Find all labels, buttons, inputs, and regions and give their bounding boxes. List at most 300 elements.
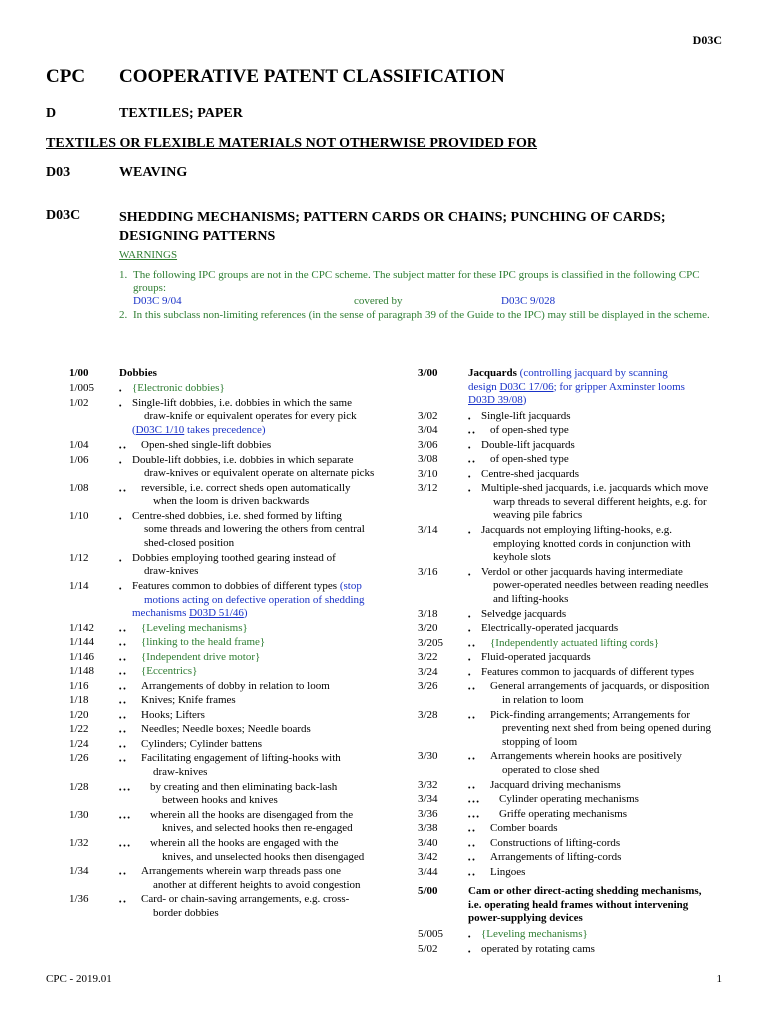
title-line bbox=[490, 750, 748, 764]
group-code: 3/44 bbox=[418, 865, 438, 878]
title-line bbox=[141, 694, 399, 708]
title-segment: and lifting-hooks bbox=[493, 592, 569, 605]
title-line bbox=[481, 524, 748, 538]
title-line bbox=[132, 594, 399, 608]
group-code: 1/34 bbox=[69, 865, 89, 878]
indent-level-dots: • • bbox=[119, 684, 126, 693]
title-segment: Arrangements of lifting-cords bbox=[490, 851, 622, 864]
title-line bbox=[490, 866, 748, 880]
title-segment: knives, and unselected hooks then disengaged bbox=[162, 850, 365, 863]
group-code: 1/20 bbox=[69, 708, 89, 721]
title-segment: Double-lift jacquards bbox=[481, 438, 575, 451]
title-line bbox=[490, 851, 748, 865]
indent-level-dots: • • bbox=[468, 755, 475, 764]
class-text: WEAVING bbox=[119, 165, 188, 180]
group-title bbox=[481, 468, 748, 482]
title-line bbox=[481, 928, 748, 942]
title-line bbox=[150, 794, 399, 808]
indent-level-dots: • • bbox=[468, 856, 475, 865]
indent-level-dots: • • bbox=[468, 429, 475, 438]
title-segment: Features common to jacquards of different types bbox=[481, 665, 695, 678]
title-segment: Arrangements wherein hooks are positively bbox=[490, 750, 682, 763]
title-line bbox=[499, 808, 748, 822]
title-segment: {Independent drive motor} bbox=[141, 650, 261, 663]
title-segment: of open-shed type bbox=[490, 453, 569, 466]
title-segment: {Eccentrics} bbox=[141, 665, 198, 678]
title-line bbox=[481, 468, 748, 482]
subsection-heading: TEXTILES OR FLEXIBLE MATERIALS NOT OTHERWISE PROVIDED FOR bbox=[46, 136, 538, 151]
group-title bbox=[481, 566, 748, 607]
title-segment: Hooks; Lifters bbox=[141, 708, 205, 721]
title-segment: Dobbies employing toothed gearing instead of bbox=[132, 551, 336, 564]
title-line bbox=[132, 537, 399, 551]
title-line bbox=[141, 651, 399, 665]
class-heading bbox=[46, 165, 187, 181]
title-segment: Arrangements wherein warp threads pass one bbox=[141, 865, 342, 878]
title-line bbox=[141, 752, 399, 766]
indent-level-dots: • • bbox=[468, 870, 475, 879]
title-segment: i.e. operating heald frames without intervening bbox=[468, 898, 689, 911]
group-title bbox=[468, 367, 748, 408]
warning-1 bbox=[119, 269, 719, 295]
cross-reference-link[interactable]: D03C 17/06 bbox=[499, 380, 554, 393]
group-code: 3/34 bbox=[418, 793, 438, 806]
group-code: 1/146 bbox=[69, 650, 95, 663]
title-segment: border dobbies bbox=[153, 906, 219, 919]
title-segment: between hooks and knives bbox=[162, 794, 278, 807]
group-title bbox=[150, 809, 399, 836]
title-line bbox=[150, 851, 399, 865]
title-line bbox=[481, 666, 748, 680]
indent-level-dots: • bbox=[468, 670, 471, 679]
footer-version: CPC - 2019.01 bbox=[46, 973, 112, 985]
group-title bbox=[141, 680, 399, 694]
title-segment: of open-shed type bbox=[490, 424, 569, 437]
title-segment: by creating and then eliminating back-lash bbox=[150, 780, 338, 793]
title-line bbox=[468, 912, 748, 926]
group-title bbox=[141, 482, 399, 509]
title-segment: {Electronic dobbies} bbox=[132, 382, 225, 395]
group-title bbox=[490, 851, 748, 865]
group-title bbox=[141, 439, 399, 453]
group-title bbox=[132, 510, 399, 551]
title-segment: another at different heights to avoid congestion bbox=[153, 878, 361, 891]
group-code: 1/142 bbox=[69, 621, 95, 634]
group-code: 3/06 bbox=[418, 438, 438, 451]
group-title bbox=[499, 808, 748, 822]
group-title bbox=[481, 651, 748, 665]
group-title bbox=[490, 453, 748, 467]
title-segment: takes precedence) bbox=[184, 423, 266, 436]
title-segment: Cylinder operating mechanisms bbox=[499, 793, 639, 806]
cross-reference-link[interactable]: D03C 1/10 bbox=[135, 423, 185, 436]
title-line bbox=[150, 781, 399, 795]
group-title bbox=[132, 397, 399, 438]
title-segment: preventing next shed from being opened during bbox=[502, 722, 711, 734]
title-segment: {Leveling mechanisms} bbox=[141, 621, 248, 634]
indent-level-dots: • • bbox=[119, 870, 126, 879]
group-title bbox=[490, 837, 748, 851]
group-title bbox=[141, 665, 399, 679]
indent-level-dots: • • bbox=[468, 458, 475, 467]
indent-level-dots: • bbox=[119, 514, 122, 523]
group-code: 1/144 bbox=[69, 636, 95, 649]
indent-level-dots: • bbox=[468, 612, 471, 621]
indent-level-dots: • • bbox=[468, 827, 475, 836]
group-title bbox=[481, 622, 748, 636]
title-segment: weaving pile fabrics bbox=[493, 509, 583, 522]
title-line bbox=[132, 454, 399, 468]
title-line bbox=[490, 837, 748, 851]
title-line bbox=[490, 779, 748, 793]
covering-cpc-group-link[interactable]: D03C 9/028 bbox=[501, 295, 556, 307]
group-code: 1/02 bbox=[69, 396, 89, 409]
indent-level-dots: • • bbox=[119, 486, 126, 495]
title-segment: mechanisms bbox=[132, 607, 190, 619]
title-line bbox=[132, 607, 399, 621]
title-line bbox=[141, 723, 399, 737]
indent-level-dots: • bbox=[119, 585, 122, 593]
group-code: 3/42 bbox=[418, 851, 438, 864]
cpc-label: CPC bbox=[46, 66, 86, 87]
title-line bbox=[490, 764, 748, 778]
group-code: 1/22 bbox=[69, 723, 89, 736]
group-title bbox=[490, 424, 748, 438]
group-code: 3/26 bbox=[418, 680, 438, 693]
group-code: 3/10 bbox=[418, 467, 438, 480]
group-title bbox=[490, 866, 748, 880]
subclass-heading bbox=[46, 208, 679, 246]
group-code: 3/00 bbox=[418, 367, 438, 379]
title-segment: warp threads to several different heights, e.g. for bbox=[493, 495, 707, 508]
group-code: 3/14 bbox=[418, 524, 438, 536]
group-title bbox=[150, 781, 399, 808]
indent-level-dots: • • bbox=[119, 742, 126, 751]
group-code: 1/18 bbox=[69, 694, 89, 707]
title-line bbox=[132, 397, 399, 411]
group-title bbox=[141, 709, 399, 723]
document-title bbox=[46, 66, 505, 88]
indent-level-dots: • • • bbox=[119, 842, 130, 850]
title-segment: Jacquards not employing lifting-hooks, e.g. bbox=[481, 524, 672, 536]
group-title bbox=[490, 637, 748, 651]
title-segment: {Leveling mechanisms} bbox=[481, 928, 588, 941]
warning-2-text: In this subclass non-limiting references (in the sense of paragraph 39 of the Guide to the IPC) may still be displayed in the scheme. bbox=[133, 309, 710, 321]
title-line bbox=[141, 907, 399, 921]
section-text: TEXTILES; PAPER bbox=[119, 106, 243, 121]
group-title bbox=[481, 524, 748, 565]
group-title bbox=[490, 680, 748, 707]
title-line bbox=[141, 865, 399, 879]
title-segment: draw-knives bbox=[144, 565, 199, 578]
indent-level-dots: • • bbox=[119, 898, 126, 907]
class-code: D03 bbox=[46, 165, 71, 180]
subclass-text: SHEDDING MECHANISMS; PATTERN CARDS OR CHAINS; PUNCHING OF CARDS; DESIGNING PATTERNS bbox=[119, 210, 666, 244]
indent-level-dots: • bbox=[468, 627, 471, 636]
title-segment: Needles; Needle boxes; Needle boards bbox=[141, 723, 311, 736]
indent-level-dots: • bbox=[119, 387, 122, 396]
title-line bbox=[481, 509, 748, 523]
indent-level-dots: • • bbox=[119, 655, 126, 664]
title-segment: Dobbies bbox=[119, 367, 157, 379]
title-segment: some threads and lowering the others from central bbox=[144, 523, 365, 536]
title-segment: Cam or other direct-acting shedding mechanisms, bbox=[468, 885, 702, 898]
group-code: 1/10 bbox=[69, 509, 89, 522]
title-segment: draw-knife or equivalent operates for every pick bbox=[144, 410, 357, 423]
covered-by-label: covered by bbox=[354, 295, 403, 307]
title-text: COOPERATIVE PATENT CLASSIFICATION bbox=[119, 66, 505, 87]
title-segment: Centre-shed dobbies, i.e. shed formed by lifting bbox=[132, 509, 342, 522]
title-line bbox=[490, 722, 748, 736]
title-line bbox=[490, 822, 748, 836]
title-line bbox=[490, 694, 748, 708]
group-code: 3/22 bbox=[418, 651, 438, 664]
covered-ipc-group-link[interactable]: D03C 9/04 bbox=[133, 295, 182, 307]
title-segment: Griffe operating mechanisms bbox=[499, 807, 628, 820]
title-line bbox=[141, 439, 399, 453]
group-title bbox=[481, 943, 748, 957]
section-heading bbox=[46, 106, 243, 122]
title-segment: (stop bbox=[339, 580, 362, 592]
group-title bbox=[490, 709, 748, 750]
title-segment: Card- or chain-saving arrangements, e.g. cross- bbox=[141, 893, 350, 906]
group-code: 1/26 bbox=[69, 752, 89, 765]
title-segment: Cylinders; Cylinder battens bbox=[141, 737, 262, 750]
title-segment: operated to close shed bbox=[502, 763, 600, 776]
group-code: 1/148 bbox=[69, 665, 95, 678]
title-line bbox=[132, 410, 399, 424]
indent-level-dots: • • • bbox=[119, 785, 130, 794]
group-code: 1/12 bbox=[69, 551, 89, 564]
title-line bbox=[481, 622, 748, 636]
title-segment: keyhole slots bbox=[493, 551, 551, 563]
title-line bbox=[481, 482, 748, 496]
title-line bbox=[490, 736, 748, 750]
title-line bbox=[141, 893, 399, 907]
group-code: 1/005 bbox=[69, 382, 95, 395]
title-line bbox=[150, 809, 399, 823]
title-line bbox=[499, 793, 748, 807]
group-code: 1/28 bbox=[69, 780, 89, 793]
group-title bbox=[141, 694, 399, 708]
title-line bbox=[481, 410, 748, 424]
group-code: 1/24 bbox=[69, 737, 89, 750]
title-segment: Jacquards bbox=[468, 367, 520, 379]
indent-level-dots: • • bbox=[468, 685, 475, 694]
title-line bbox=[468, 885, 748, 899]
indent-level-dots: • bbox=[468, 529, 471, 537]
indent-level-dots: • bbox=[119, 458, 122, 467]
title-line bbox=[141, 680, 399, 694]
title-segment: Jacquard driving mechanisms bbox=[490, 778, 621, 791]
title-segment: General arrangements of jacquards, or disposition bbox=[490, 680, 710, 693]
group-title bbox=[132, 382, 399, 396]
indent-level-dots: • bbox=[468, 933, 471, 942]
warning-1-number: 1. bbox=[119, 269, 128, 281]
group-code: 1/06 bbox=[69, 453, 89, 466]
group-code: 3/32 bbox=[418, 778, 438, 791]
indent-level-dots: • • bbox=[119, 757, 126, 766]
group-title bbox=[150, 837, 399, 864]
group-code: 1/00 bbox=[69, 367, 89, 379]
group-title bbox=[481, 608, 748, 622]
group-title bbox=[141, 893, 399, 920]
title-line bbox=[490, 637, 748, 651]
indent-level-dots: • • bbox=[119, 641, 126, 650]
indent-level-dots: • • bbox=[468, 713, 475, 722]
group-code: 3/30 bbox=[418, 750, 438, 763]
group-title bbox=[132, 552, 399, 579]
title-segment: Knives; Knife frames bbox=[141, 694, 236, 707]
indent-level-dots: • bbox=[468, 443, 471, 452]
title-line bbox=[468, 367, 748, 381]
title-segment: Single-lift dobbies, i.e. dobbies in which the same bbox=[132, 396, 352, 409]
indent-level-dots: • • bbox=[468, 641, 475, 650]
title-segment: Centre-shed jacquards bbox=[481, 467, 580, 480]
indent-level-dots: • bbox=[468, 570, 471, 579]
title-segment: draw-knives bbox=[153, 765, 208, 778]
group-title bbox=[481, 410, 748, 424]
title-segment: Electrically-operated jacquards bbox=[481, 622, 619, 635]
title-line bbox=[468, 381, 748, 395]
subclass-code: D03C bbox=[46, 208, 81, 223]
title-segment: stopping of loom bbox=[502, 735, 578, 748]
title-line bbox=[481, 538, 748, 552]
group-code: 5/005 bbox=[418, 928, 444, 941]
group-code: 5/02 bbox=[418, 942, 438, 955]
indent-level-dots: • bbox=[468, 947, 471, 956]
title-line bbox=[141, 622, 399, 636]
title-segment: {Independently actuated lifting cords} bbox=[490, 636, 660, 649]
title-line bbox=[132, 580, 399, 594]
cross-reference-link[interactable]: D03D 39/08 bbox=[468, 394, 523, 406]
title-line bbox=[132, 424, 399, 438]
group-title bbox=[481, 439, 748, 453]
group-title bbox=[141, 651, 399, 665]
group-title bbox=[141, 752, 399, 779]
title-segment: motions acting on defective operation of shedding bbox=[144, 593, 365, 606]
title-segment: Pick-finding arrangements; Arrangements for bbox=[490, 708, 691, 721]
title-segment: Multiple-shed jacquards, i.e. jacquards which move bbox=[481, 482, 709, 495]
indent-level-dots: • • bbox=[119, 670, 126, 679]
group-title bbox=[119, 367, 399, 381]
group-code: 3/38 bbox=[418, 822, 438, 835]
title-line bbox=[132, 552, 399, 566]
title-line bbox=[481, 593, 748, 607]
group-title bbox=[468, 885, 748, 926]
title-segment: Double-lift dobbies, i.e. dobbies in which separate bbox=[132, 453, 354, 466]
title-line bbox=[490, 424, 748, 438]
group-code: 3/08 bbox=[418, 453, 438, 466]
group-code: 1/14 bbox=[69, 580, 89, 592]
indent-level-dots: • • bbox=[119, 699, 126, 708]
title-segment: shed-closed position bbox=[144, 536, 235, 549]
title-segment: Verdol or other jacquards having intermediate bbox=[481, 565, 683, 578]
title-segment: Facilitating engagement of lifting-hooks with bbox=[141, 752, 341, 765]
title-segment: ) bbox=[522, 394, 527, 406]
title-line bbox=[481, 566, 748, 580]
title-segment: knives, and selected hooks then re-engaged bbox=[162, 822, 353, 835]
group-code: 3/12 bbox=[418, 482, 438, 495]
title-line bbox=[141, 738, 399, 752]
title-line bbox=[141, 879, 399, 893]
title-line bbox=[481, 439, 748, 453]
cross-reference-link[interactable]: D03D 51/46 bbox=[189, 607, 244, 619]
group-code: 3/18 bbox=[418, 607, 438, 620]
group-code: 1/08 bbox=[69, 481, 89, 494]
indent-level-dots: • • • bbox=[468, 798, 479, 807]
title-line bbox=[141, 495, 399, 509]
title-segment: Single-lift jacquards bbox=[481, 409, 571, 422]
title-line bbox=[141, 482, 399, 496]
warnings-title: WARNINGS bbox=[119, 249, 178, 261]
title-segment: employing knotted cords in conjunction with bbox=[493, 537, 691, 550]
indent-level-dots: • bbox=[119, 401, 122, 410]
title-line bbox=[490, 709, 748, 723]
title-segment: ( bbox=[132, 423, 136, 436]
title-segment: wherein all the hooks are engaged with the bbox=[150, 837, 339, 849]
group-title bbox=[141, 865, 399, 892]
warning-2-number: 2. bbox=[119, 309, 128, 321]
indent-level-dots: • • bbox=[119, 713, 126, 722]
group-title bbox=[499, 793, 748, 807]
group-code: 3/28 bbox=[418, 708, 438, 721]
footer-page-number: 1 bbox=[716, 973, 722, 985]
title-segment: Arrangements of dobby in relation to loom bbox=[141, 679, 330, 692]
title-segment: Comber boards bbox=[490, 822, 558, 835]
title-segment: Selvedge jacquards bbox=[481, 607, 567, 620]
title-line bbox=[150, 822, 399, 836]
group-title bbox=[141, 738, 399, 752]
title-segment: power-operated needles between reading needles bbox=[493, 579, 709, 592]
title-segment: in relation to loom bbox=[502, 693, 584, 706]
title-line bbox=[141, 766, 399, 780]
title-line bbox=[119, 367, 399, 381]
title-line bbox=[490, 453, 748, 467]
group-code: 3/40 bbox=[418, 836, 438, 849]
indent-level-dots: • • bbox=[468, 841, 475, 850]
title-line bbox=[141, 709, 399, 723]
title-segment: design bbox=[468, 380, 500, 393]
indent-level-dots: • • bbox=[119, 444, 126, 452]
indent-level-dots: • • bbox=[468, 783, 475, 792]
title-line bbox=[481, 551, 748, 565]
section-code: D bbox=[46, 106, 57, 121]
title-segment: reversible, i.e. correct sheds open automatically bbox=[141, 481, 351, 494]
title-line bbox=[481, 579, 748, 593]
title-segment: Open-shed single-lift dobbies bbox=[141, 439, 272, 451]
indent-level-dots: • • bbox=[119, 626, 126, 635]
title-segment: draw-knives or equivalent operate on alternate picks bbox=[144, 467, 375, 479]
group-code: 1/16 bbox=[69, 679, 89, 692]
group-code: 1/30 bbox=[69, 808, 89, 821]
group-code: 1/36 bbox=[69, 893, 89, 906]
title-segment: (controlling jacquard by scanning bbox=[519, 367, 668, 379]
group-code: 1/32 bbox=[69, 837, 89, 849]
title-line bbox=[132, 467, 399, 481]
title-segment: wherein all the hooks are disengaged from the bbox=[150, 808, 354, 821]
title-segment: Fluid-operated jacquards bbox=[481, 651, 591, 664]
indent-level-dots: • • • bbox=[119, 813, 130, 822]
title-segment: ) bbox=[243, 607, 248, 619]
indent-level-dots: • • • bbox=[468, 812, 479, 821]
group-title bbox=[132, 580, 399, 621]
indent-level-dots: • bbox=[468, 414, 471, 423]
group-code: 3/02 bbox=[418, 409, 438, 422]
group-title bbox=[141, 622, 399, 636]
group-code: 3/36 bbox=[418, 807, 438, 820]
title-segment: when the loom is driven backwards bbox=[153, 495, 310, 508]
